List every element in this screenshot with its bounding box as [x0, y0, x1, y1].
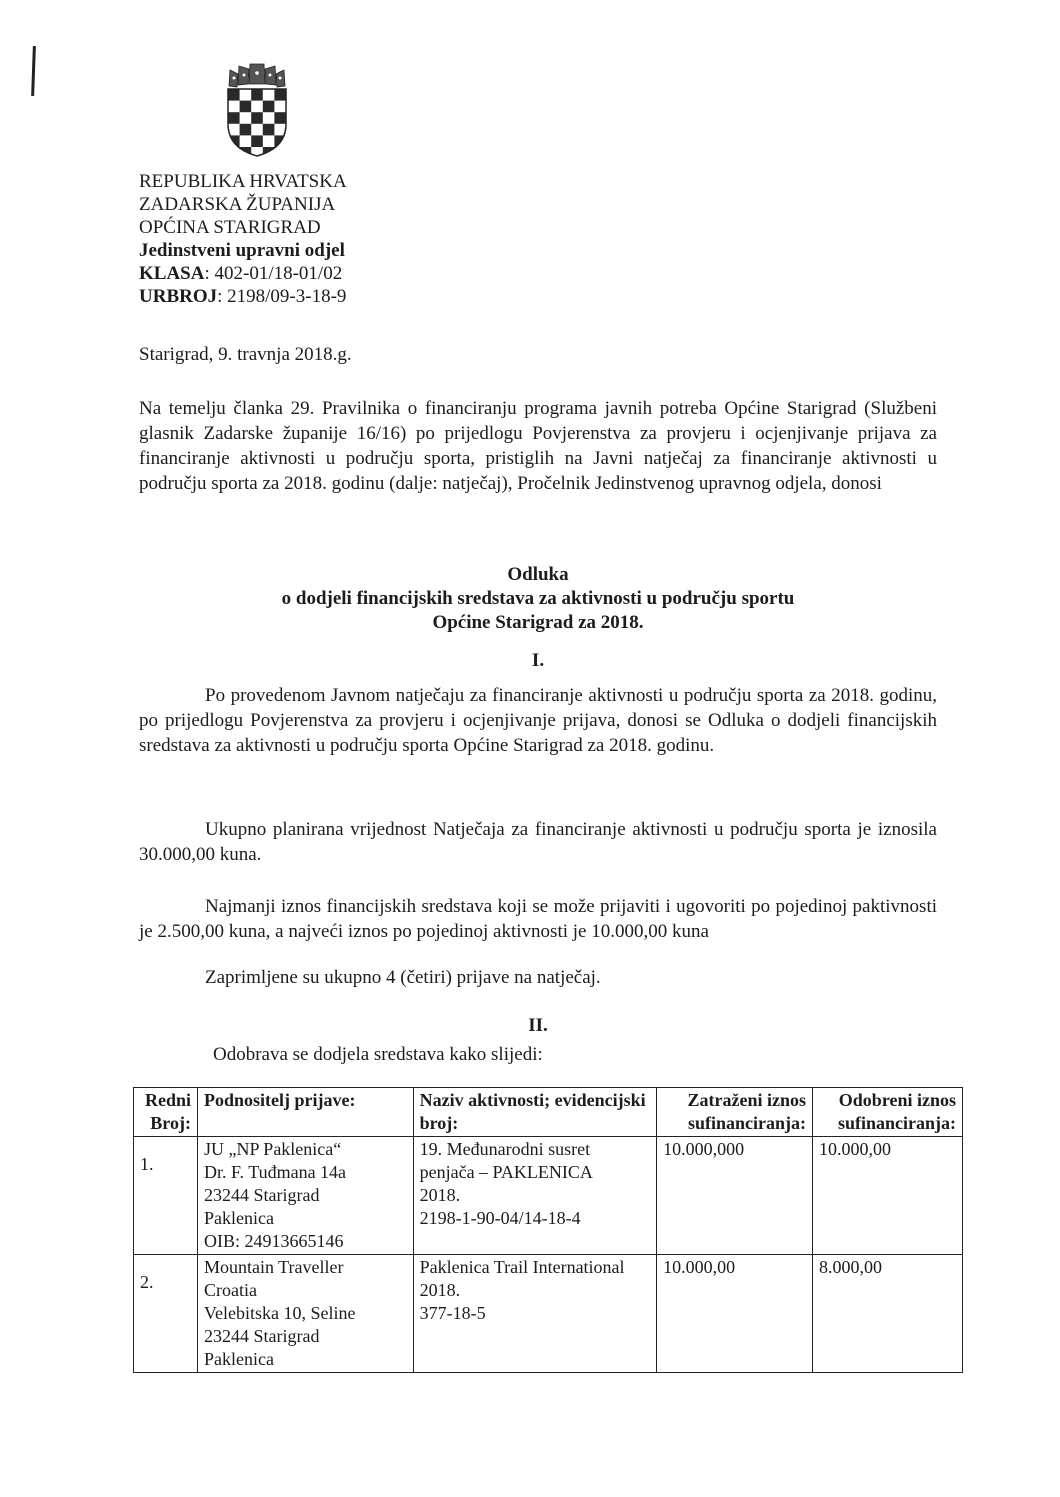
row-approved: 10.000,00 — [813, 1137, 963, 1255]
row-activity: 19. Međunarodni susret penjača – PAKLENICA 2018. 2198-1-90-04/14-18-4 — [413, 1137, 657, 1255]
coat-of-arms-icon — [224, 56, 290, 158]
header-activity: Naziv aktivnosti; evidencijski broj: — [413, 1088, 657, 1137]
decision-title: Odluka o dodjeli financijskih sredstava za aktivnosti u području sportu Općine Starigrad za 2018. — [281, 564, 795, 633]
header-requested: Zatraženi iznos sufinanciranja: — [657, 1088, 813, 1137]
row-activity: Paklenica Trail International 2018. 377-18-5 — [413, 1255, 657, 1373]
row-requested: 10.000,000 — [657, 1137, 813, 1255]
row-number: 1. — [134, 1137, 198, 1255]
header-klasa: KLASA: 402-01/18-01/02 — [139, 263, 343, 284]
header-municipality: OPĆINA STARIGRAD — [139, 217, 321, 238]
scan-mark — [31, 46, 36, 96]
document-date: Starigrad, 9. travnja 2018.g. — [139, 344, 352, 365]
header-applicant: Podnositelj prijave: — [197, 1088, 413, 1137]
table-row — [134, 1137, 963, 1255]
row-applicant: JU „NP Paklenica“ Dr. F. Tuđmana 14a 23244 Starigrad Paklenica OIB: 24913665146 — [197, 1137, 413, 1255]
row-approved: 8.000,00 — [813, 1255, 963, 1373]
header-approved: Odobreni iznos sufinanciranja: — [813, 1088, 963, 1137]
row-applicant: Mountain Traveller Croatia Velebitska 10, Seline 23244 Starigrad Paklenica — [197, 1255, 413, 1373]
grants-table — [133, 1087, 963, 1373]
header-republic: REPUBLIKA HRVATSKA — [139, 171, 347, 192]
row-number: 2. — [134, 1255, 198, 1373]
row-requested: 10.000,00 — [657, 1255, 813, 1373]
intro-paragraph: Na temelju članka 29. Pravilnika o financiranju programa javnih potreba Općine Starigrad (Službeni glasnik Zadarske županije 16/16) po prijedlogu Povjerenstva za provjeru i ocjenjivanje prijava za financiranje aktivnosti u području sporta, pristiglih na Javni natječaj za financiranje aktivnosti u području sporta za 2018. godinu (dalje: natječaj), Pročelnik Jedinstvenog upravnog odjela, donosi — [139, 398, 937, 494]
header-urbroj: URBROJ: 2198/09-3-18-9 — [139, 286, 347, 307]
section1-paragraph-3: Najmanji iznos financijskih sredstava koji se može prijaviti i ugovoriti po pojedinoj paktivnosti je 2.500,00 kuna, a najveći iznos po pojedinoj aktivnosti je 10.000,00 kuna — [139, 896, 937, 942]
section1-paragraph-2: Ukupno planirana vrijednost Natječaja za financiranje aktivnosti u području sporta je iznosila 30.000,00 kuna. — [139, 819, 937, 865]
section1-paragraph-4: Zaprimljene su ukupno 4 (četiri) prijave na natječaj. — [205, 967, 601, 988]
table-row — [134, 1255, 963, 1373]
issuer-header — [139, 170, 347, 308]
section2-intro: Odobrava se dodjela sredstava kako slijedi: — [213, 1044, 543, 1065]
section-numeral-1: I. — [531, 650, 545, 671]
header-county: ZADARSKA ŽUPANIJA — [139, 194, 336, 215]
section-numeral-2: II. — [528, 1015, 548, 1036]
header-department: Jedinstveni upravni odjel — [139, 240, 345, 261]
table-header-row — [134, 1088, 963, 1137]
section1-paragraph-1: Po provedenom Javnom natječaju za financiranje aktivnosti u području sporta za 2018. godinu, po prijedlogu Povjerenstva za provjeru i ocjenjivanje prijava, donosi se Odluka o dodjeli financijskih sredstava za aktivnosti u području sporta Općine Starigrad za 2018. godinu. — [139, 685, 937, 756]
header-ordinal: Redni Broj: — [134, 1088, 198, 1137]
